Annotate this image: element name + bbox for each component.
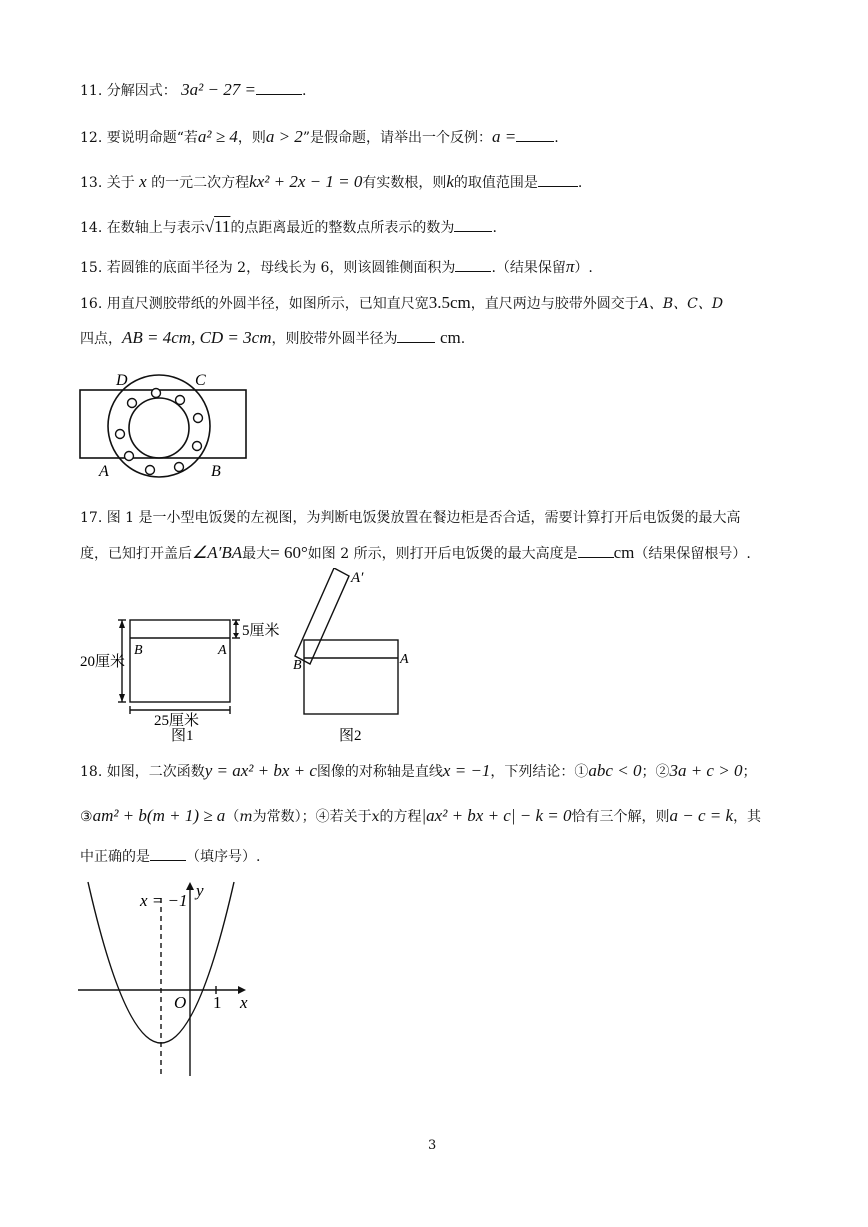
- math-expression: 3a + c > 0: [669, 761, 743, 780]
- question-text: ，则胶带外圆半径为: [271, 331, 398, 347]
- question-18-line1: [80, 761, 756, 782]
- punctuation: ）.: [574, 260, 593, 276]
- ruler-rectangle: [80, 390, 246, 458]
- figure-1-caption: 图1: [171, 728, 194, 744]
- question-text: ；②: [641, 764, 670, 780]
- question-text: 关于: [106, 175, 135, 191]
- question-17-line2: [80, 543, 751, 564]
- question-text: 分解因式：: [106, 83, 177, 99]
- math-expression: |ax² + bx + c| − k = 0: [421, 806, 572, 825]
- math-expression: y = ax² + bx + c: [204, 761, 317, 780]
- figure-2-caption: 图2: [339, 728, 362, 744]
- height-label: 20厘米: [80, 654, 126, 670]
- math-expression: kx² + 2x − 1 = 0: [249, 172, 363, 191]
- parabola-graph: [74, 880, 264, 1084]
- question-text: 的点距离最近的整数点所表示的数为: [230, 220, 455, 236]
- question-text: 为常数）；④若关于: [252, 809, 372, 825]
- point-label-B: B: [293, 658, 302, 673]
- origin-label: O: [174, 993, 187, 1012]
- question-text: ③: [80, 809, 93, 825]
- question-number: 18.: [80, 764, 103, 780]
- math-expression: = 60°: [270, 543, 308, 562]
- math-expression: x = −1: [442, 761, 491, 780]
- point-label-B: B: [211, 463, 221, 480]
- tape-inner-circle: [129, 398, 189, 458]
- question-number: 16.: [80, 296, 103, 312]
- punctuation: .: [577, 175, 583, 191]
- math-expression: a > 2: [265, 127, 303, 146]
- question-text: 要说明命题“若: [106, 130, 198, 146]
- page-number: 3: [428, 1138, 437, 1153]
- y-axis-label: y: [196, 881, 204, 900]
- question-number: 13.: [80, 175, 103, 191]
- question-text: 中正确的是: [80, 849, 150, 865]
- symmetry-axis-label: x = −1: [140, 891, 188, 910]
- question-12: [80, 127, 559, 148]
- math-expression: am² + b(m + 1) ≥ a: [92, 806, 226, 825]
- x-axis-label: x: [240, 993, 248, 1012]
- question-11: [80, 80, 306, 101]
- answer-blank: [454, 217, 492, 232]
- punctuation: .: [492, 220, 497, 236]
- point-label-A-prime: A′: [351, 570, 364, 586]
- question-16-line1: [80, 293, 723, 314]
- question-text: 四点，: [80, 331, 122, 347]
- point-label-D: D: [116, 372, 128, 389]
- figure-1: [118, 620, 240, 714]
- rice-cooker-figures: [76, 568, 436, 752]
- answer-blank: [256, 80, 302, 95]
- math-variable: k: [446, 172, 454, 191]
- point-label-B: B: [134, 643, 143, 658]
- question-text: 最大: [242, 546, 271, 562]
- answer-blank: [538, 172, 578, 187]
- point-label-A: A: [218, 643, 227, 658]
- question-number: 14.: [80, 220, 103, 236]
- question-text: 在数轴上与表示: [106, 220, 205, 236]
- square-root: √11: [204, 217, 231, 236]
- answer-blank: [455, 257, 491, 272]
- question-number: 15.: [80, 260, 103, 276]
- question-number: 12.: [80, 130, 103, 146]
- question-text: ，其: [733, 809, 762, 825]
- question-text: （: [225, 809, 240, 825]
- math-expression: a − c = k: [669, 806, 734, 825]
- math-expression: abc < 0: [588, 761, 642, 780]
- question-text: （结果保留根号）.: [634, 546, 751, 562]
- question-13: [80, 172, 582, 193]
- question-number: 11.: [80, 83, 103, 99]
- unit: cm: [439, 328, 461, 347]
- question-text: .（结果保留: [491, 260, 566, 276]
- unit: cm: [613, 543, 635, 562]
- question-text: 如图，二次函数: [106, 764, 205, 780]
- question-text: 用直尺测胶带纸的外圆半径，如图所示，已知直尺宽: [106, 296, 429, 312]
- question-text: （填序号）.: [186, 849, 261, 865]
- question-text: 有实数根，则: [362, 175, 447, 191]
- question-text: 度，已知打开盖后: [80, 546, 192, 562]
- question-15: [80, 257, 593, 278]
- tick-label-1: 1: [213, 993, 222, 1012]
- punctuation: .: [301, 83, 307, 99]
- figure-2: [295, 568, 398, 714]
- question-18-line2: [80, 806, 761, 827]
- question-text: ，直尺两边与胶带外圆交于: [470, 296, 639, 312]
- answer-blank: [397, 328, 435, 343]
- point-label-A: A: [400, 652, 409, 667]
- math-expression: AB = 4cm, CD = 3cm: [122, 328, 272, 347]
- math-variable: x: [371, 809, 380, 825]
- question-text: ”是假命题，请举出一个反例：: [302, 130, 492, 146]
- question-17-line1: [80, 508, 741, 528]
- punctuation: .: [460, 331, 466, 347]
- math-expression: 3.5cm: [428, 293, 471, 312]
- question-text: 图像的对称轴是直线: [316, 764, 443, 780]
- math-symbol: π: [565, 257, 575, 276]
- answer-blank: [150, 846, 186, 861]
- question-text: 如图 2 所示，则打开后电饭煲的最大高度是: [307, 546, 578, 562]
- question-text: ；: [742, 764, 757, 780]
- math-expression: a² ≥ 4: [197, 127, 238, 146]
- question-text: 恰有三个解，则: [571, 809, 670, 825]
- question-text: 图 1 是一小型电饭煲的左视图，为判断电饭煲放置在餐边柜是否合适，需要计算打开后电饭煲的最大高: [106, 510, 741, 526]
- math-expression: ∠A′BA: [192, 543, 243, 562]
- radicand: 11: [214, 217, 231, 236]
- lid-height-label: 5厘米: [242, 623, 280, 639]
- question-text: 若圆锥的底面半径为 2，母线长为 6，则该圆锥侧面积为: [106, 260, 456, 276]
- question-text: 的一元二次方程: [151, 175, 250, 191]
- question-number: 17.: [80, 510, 103, 526]
- question-text: 的方程: [379, 809, 422, 825]
- question-text: ，下列结论：①: [490, 764, 589, 780]
- tape-ruler-figure: [72, 366, 262, 495]
- math-variable: x: [139, 172, 147, 191]
- question-text: 的取值范围是: [453, 175, 538, 191]
- math-expression: A、B、C、D: [638, 296, 724, 312]
- math-expression: a =: [491, 127, 517, 146]
- question-16-line2: [80, 328, 465, 349]
- width-label: 25厘米: [154, 713, 200, 729]
- y-axis-arrow: [186, 882, 194, 890]
- punctuation: .: [554, 130, 559, 146]
- math-expression: 3a² − 27 =: [181, 80, 256, 99]
- math-variable: m: [239, 809, 253, 825]
- question-14: [80, 217, 497, 238]
- point-label-C: C: [195, 372, 206, 389]
- point-label-A: A: [99, 463, 109, 480]
- answer-blank: [578, 543, 614, 558]
- question-text: ，则: [237, 130, 266, 146]
- question-18-line3: [80, 846, 260, 867]
- answer-blank: [516, 127, 554, 142]
